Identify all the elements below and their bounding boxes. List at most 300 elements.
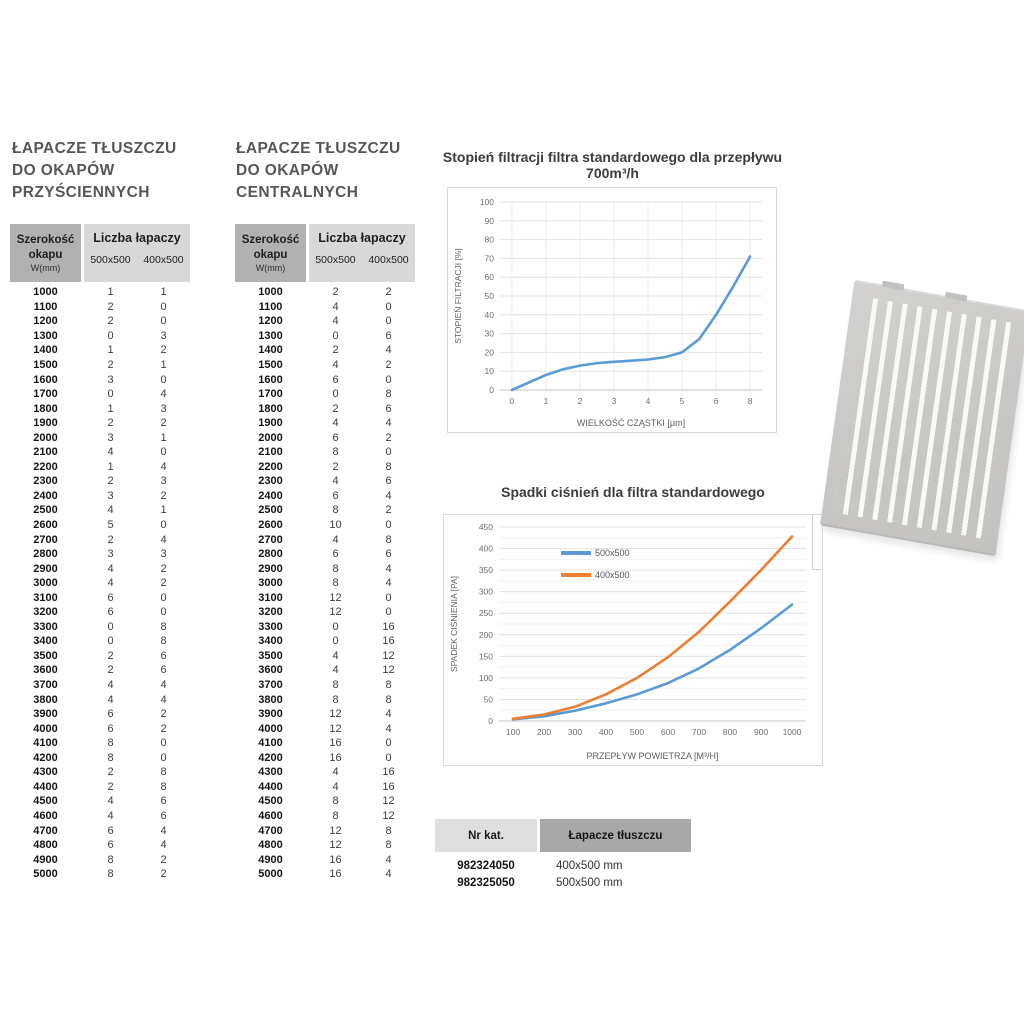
- table-row: [10, 707, 190, 722]
- hood-width-cell: 1100: [33, 300, 58, 313]
- catcher-count-cell: 3: [160, 548, 167, 561]
- catcher-count-cell: 1: [107, 460, 114, 473]
- table-row: [235, 430, 415, 445]
- svg-text:150: 150: [478, 651, 493, 662]
- catcher-count-cell: 8: [385, 679, 392, 692]
- hood-width-cell: 3300: [258, 620, 283, 633]
- catcher-count-header-group: [309, 224, 415, 282]
- catcher-count-cell: 2: [385, 359, 392, 371]
- hood-width-cell: 3700: [33, 679, 58, 692]
- table-row: [10, 300, 190, 315]
- catcher-count-cell: 6: [160, 649, 167, 662]
- catcher-count-cell: 6: [160, 664, 167, 677]
- table-row: [235, 765, 415, 780]
- table-row: [235, 751, 415, 766]
- catcher-count-cell: 0: [332, 620, 339, 633]
- table-row: [10, 634, 190, 649]
- catcher-count-cell: 1: [160, 504, 167, 517]
- table-row: [235, 663, 415, 678]
- baffle-filter-image: [828, 282, 1024, 572]
- catcher-count-cell: 12: [329, 708, 342, 721]
- table-row: [10, 721, 190, 736]
- table-row: [10, 649, 190, 664]
- table-row: [10, 620, 190, 635]
- hood-width-cell: 1400: [258, 344, 283, 357]
- svg-text:1000: 1000: [782, 727, 802, 737]
- table-row: [235, 460, 415, 475]
- catcher-count-cell: 1: [107, 402, 114, 415]
- table-row: [235, 343, 415, 358]
- filter-baffle-slots: [833, 297, 1017, 540]
- catcher-count-cell: 0: [160, 373, 167, 386]
- catalog-number-header: Nr kat.: [435, 819, 537, 852]
- catcher-count-cell: 6: [332, 373, 339, 386]
- central-hoods-title-line1: ŁAPACZE TŁUSZCZU: [236, 140, 401, 157]
- catcher-count-cell: 4: [107, 562, 114, 575]
- width-header-line1: Szerokość: [16, 234, 75, 247]
- catcher-count-cell: 4: [385, 562, 392, 575]
- wall-hoods-title: [12, 138, 227, 204]
- table-row: [235, 721, 415, 736]
- catcher-count-cell: 2: [332, 286, 339, 299]
- catcher-count-cell: 0: [160, 519, 167, 532]
- catcher-count-cell: 4: [160, 679, 167, 692]
- table-row: [235, 605, 415, 620]
- catcher-count-cell: 8: [160, 635, 167, 648]
- catcher-count-cell: 8: [107, 853, 114, 866]
- hood-width-cell: 4300: [33, 766, 58, 779]
- catcher-count-cell: 0: [385, 315, 392, 328]
- width-header-line1: Szerokość: [241, 234, 300, 247]
- width-header-line2: okapu: [28, 248, 63, 261]
- catcher-count-cell: 8: [332, 504, 339, 517]
- width-column-header: [235, 224, 306, 282]
- catcher-count-cell: 4: [385, 344, 392, 357]
- central-hoods-table-body: [235, 285, 415, 881]
- catcher-count-cell: 4: [160, 693, 167, 706]
- table-row: [10, 590, 190, 605]
- table-row: [10, 474, 190, 489]
- width-header-unit: W(mm): [255, 262, 286, 273]
- catcher-count-cell: 8: [107, 751, 114, 764]
- hood-width-cell: 1900: [258, 417, 283, 430]
- hood-width-cell: 2600: [258, 519, 283, 532]
- catcher-count-cell: 4: [160, 388, 167, 401]
- catcher-count-cell: 2: [332, 344, 339, 357]
- catcher-count-cell: 12: [382, 664, 395, 677]
- catalog-table-header: [435, 819, 691, 852]
- hood-width-cell: 1700: [33, 388, 58, 401]
- table-row: [235, 590, 415, 605]
- catcher-count-cell: 0: [385, 446, 392, 459]
- catcher-count-cell: 8: [385, 693, 392, 706]
- catcher-count-cell: 6: [160, 809, 167, 822]
- catcher-count-cell: 0: [160, 606, 167, 619]
- hood-width-cell: 4100: [33, 737, 58, 750]
- catcher-count-cell: 4: [332, 766, 339, 779]
- catcher-count-cell: 0: [332, 635, 339, 648]
- svg-text:900: 900: [753, 727, 769, 737]
- catcher-count-cell: 8: [385, 839, 392, 852]
- catcher-count-cell: 4: [332, 300, 339, 313]
- hood-width-cell: 1300: [258, 329, 283, 342]
- hood-width-cell: 1100: [258, 300, 283, 313]
- svg-text:600: 600: [660, 727, 676, 737]
- catcher-count-cell: 2: [107, 475, 114, 488]
- table-row: [235, 445, 415, 460]
- hood-width-cell: 1500: [33, 359, 58, 371]
- width-column-header: [10, 224, 81, 282]
- catcher-count-cell: 4: [160, 839, 167, 852]
- table-row: [10, 794, 190, 809]
- table-row: [10, 838, 190, 853]
- catcher-count-cell: 2: [107, 766, 114, 779]
- filter-mount-tab: [882, 281, 905, 291]
- hood-width-cell: 4900: [33, 853, 58, 866]
- catcher-count-cell: 8: [385, 533, 392, 546]
- catcher-count-cell: 8: [385, 388, 392, 401]
- catcher-count-cell: 6: [385, 548, 392, 561]
- catcher-count-cell: 16: [382, 620, 395, 633]
- table-row: [235, 532, 415, 547]
- hood-width-cell: 4600: [258, 809, 283, 822]
- catcher-count-cell: 6: [107, 708, 114, 721]
- catcher-count-cell: 0: [160, 300, 167, 313]
- table-row: [10, 532, 190, 547]
- hood-width-cell: 5000: [258, 868, 283, 881]
- catcher-count-cell: 10: [329, 519, 342, 532]
- table-row: [10, 823, 190, 838]
- svg-text:700: 700: [691, 727, 707, 737]
- catcher-count-cell: 4: [107, 679, 114, 692]
- catcher-count-cell: 4: [332, 417, 339, 430]
- table-row: [235, 678, 415, 693]
- hood-width-cell: 4200: [33, 751, 58, 764]
- wall-hoods-table: [10, 224, 190, 881]
- table-row: [235, 387, 415, 402]
- hood-width-cell: 4600: [33, 809, 58, 822]
- catcher-count-cell: 2: [332, 460, 339, 473]
- table-row: [235, 329, 415, 344]
- hood-width-cell: 3000: [33, 577, 58, 590]
- svg-text:50: 50: [484, 291, 494, 301]
- catalog-number-cell: 982324050: [457, 859, 515, 872]
- catcher-count-cell: 2: [160, 853, 167, 866]
- catcher-count-cell: 4: [107, 693, 114, 706]
- size-400x500-header: 400x500: [143, 254, 184, 266]
- central-hoods-table: [235, 224, 415, 881]
- table-row: [235, 620, 415, 635]
- filtration-chart-title: Stopień filtracji filtra standardowego dla przepływu 700m³/h: [442, 149, 783, 181]
- svg-text:400: 400: [478, 543, 493, 554]
- catcher-count-cell: 0: [160, 737, 167, 750]
- svg-text:WIELKOŚĆ CZĄSTKI [μm]: WIELKOŚĆ CZĄSTKI [μm]: [576, 418, 686, 428]
- hood-width-cell: 2900: [258, 562, 283, 575]
- catcher-count-cell: 16: [329, 737, 342, 750]
- hood-width-cell: 4500: [33, 795, 58, 808]
- svg-text:300: 300: [567, 727, 583, 737]
- table-row: [235, 576, 415, 591]
- catcher-count-cell: 4: [332, 475, 339, 488]
- catcher-count-cell: 2: [107, 533, 114, 546]
- filtration-chart: [447, 187, 777, 433]
- catalog-number-cell: 982325050: [457, 876, 515, 889]
- catcher-count-cell: 4: [332, 649, 339, 662]
- table-row: [235, 489, 415, 504]
- svg-text:90: 90: [484, 215, 494, 226]
- catcher-count-cell: 16: [329, 868, 342, 881]
- catcher-count-cell: 8: [332, 446, 339, 459]
- table-row: [10, 678, 190, 693]
- svg-text:400x500: 400x500: [595, 570, 630, 580]
- catcher-count-cell: 12: [329, 591, 342, 604]
- wall-hoods-title-line3: PRZYŚCIENNYCH: [12, 184, 150, 201]
- svg-text:1: 1: [543, 396, 549, 406]
- svg-text:50: 50: [483, 694, 493, 705]
- catcher-count-cell: 2: [332, 402, 339, 415]
- table-row: [10, 387, 190, 402]
- hood-width-cell: 1300: [33, 329, 58, 342]
- table-row: [235, 736, 415, 751]
- central-hoods-table-header: [235, 224, 415, 282]
- table-row: [10, 285, 190, 300]
- svg-text:100: 100: [479, 197, 494, 207]
- hood-width-cell: 4500: [258, 795, 283, 808]
- svg-text:60: 60: [484, 272, 494, 283]
- hood-width-cell: 2700: [258, 533, 283, 546]
- table-row: [235, 503, 415, 518]
- hood-width-cell: 2700: [33, 533, 58, 546]
- table-row: [235, 561, 415, 576]
- catcher-count-cell: 4: [385, 417, 392, 430]
- table-row: [10, 460, 190, 475]
- catcher-count-cell: 6: [332, 548, 339, 561]
- hood-width-cell: 2000: [258, 431, 283, 444]
- table-row: [235, 780, 415, 795]
- catcher-count-cell: 4: [107, 446, 114, 459]
- table-row: [10, 314, 190, 329]
- catcher-count-cell: 2: [160, 868, 167, 881]
- catcher-count-cell: 0: [385, 606, 392, 619]
- catcher-count-cell: 8: [332, 809, 339, 822]
- catcher-count-cell: 4: [385, 577, 392, 590]
- catcher-count-cell: 8: [160, 620, 167, 633]
- central-hoods-title-line3: CENTRALNYCH: [236, 184, 359, 201]
- catcher-count-cell: 4: [107, 795, 114, 808]
- catcher-count-header: Liczba łapaczy: [93, 231, 181, 245]
- catcher-count-cell: 2: [107, 300, 114, 313]
- hood-width-cell: 1000: [33, 286, 58, 299]
- catcher-count-cell: 6: [107, 606, 114, 619]
- catcher-size-cell: 500x500 mm: [556, 876, 623, 889]
- table-row: [10, 852, 190, 867]
- filter-panel: [820, 280, 1024, 557]
- table-row: [235, 300, 415, 315]
- catcher-count-cell: 6: [160, 795, 167, 808]
- table-row: [235, 547, 415, 562]
- catcher-count-cell: 0: [385, 737, 392, 750]
- hood-width-cell: 1200: [33, 315, 58, 328]
- catcher-count-cell: 4: [160, 460, 167, 473]
- hood-width-cell: 1800: [33, 402, 58, 415]
- catcher-count-cell: 2: [160, 344, 167, 357]
- hood-width-cell: 3100: [33, 591, 58, 604]
- catcher-count-cell: 3: [160, 475, 167, 488]
- svg-text:500: 500: [629, 727, 645, 737]
- catcher-count-cell: 4: [160, 824, 167, 837]
- catcher-count-cell: 1: [160, 286, 167, 299]
- catcher-count-cell: 4: [385, 853, 392, 866]
- catcher-count-cell: 6: [107, 824, 114, 837]
- catcher-count-cell: 3: [107, 431, 114, 444]
- catcher-count-cell: 6: [332, 489, 339, 502]
- catcher-count-cell: 2: [385, 504, 392, 517]
- catcher-count-cell: 3: [107, 548, 114, 561]
- table-row: [235, 285, 415, 300]
- hood-width-cell: 4900: [258, 853, 283, 866]
- table-row: [235, 358, 415, 373]
- photo-edge-mark: [812, 514, 821, 570]
- hood-width-cell: 1500: [258, 359, 283, 371]
- catcher-count-cell: 6: [332, 431, 339, 444]
- catcher-count-cell: 8: [160, 780, 167, 793]
- table-row: [10, 780, 190, 795]
- catcher-count-cell: 4: [385, 489, 392, 502]
- catcher-count-cell: 2: [107, 780, 114, 793]
- table-row: [235, 401, 415, 416]
- table-row: [10, 372, 190, 387]
- catcher-count-cell: 5: [107, 519, 114, 532]
- svg-text:3: 3: [611, 396, 617, 406]
- catcher-count-cell: 3: [107, 489, 114, 502]
- catcher-count-cell: 4: [332, 533, 339, 546]
- hood-width-cell: 2800: [33, 548, 58, 561]
- hood-width-cell: 2300: [258, 475, 283, 488]
- hood-width-cell: 1700: [258, 388, 283, 401]
- hood-width-cell: 1000: [258, 286, 283, 299]
- catcher-count-cell: 2: [107, 649, 114, 662]
- wall-hoods-title-line1: ŁAPACZE TŁUSZCZU: [12, 140, 177, 157]
- catcher-count-cell: 2: [385, 431, 392, 444]
- table-row: [235, 852, 415, 867]
- catcher-count-cell: 16: [382, 766, 395, 779]
- table-row: [10, 401, 190, 416]
- pressure-chart-title: Spadki ciśnień dla filtra standardowego: [501, 484, 765, 500]
- hood-width-cell: 2400: [33, 489, 58, 502]
- table-row: [235, 649, 415, 664]
- catcher-count-cell: 16: [382, 780, 395, 793]
- catcher-count-cell: 1: [107, 344, 114, 357]
- catcher-count-cell: 4: [160, 533, 167, 546]
- catcher-count-cell: 2: [160, 489, 167, 502]
- catcher-count-cell: 8: [385, 824, 392, 837]
- catcher-count-cell: 2: [107, 417, 114, 430]
- table-row: [10, 576, 190, 591]
- catcher-count-cell: 0: [107, 635, 114, 648]
- svg-text:0: 0: [489, 385, 494, 395]
- wall-hoods-title-line2: DO OKAPÓW: [12, 162, 115, 179]
- catcher-count-cell: 2: [107, 359, 114, 371]
- hood-width-cell: 3300: [33, 620, 58, 633]
- catcher-count-cell: 0: [160, 751, 167, 764]
- hood-width-cell: 2800: [258, 548, 283, 561]
- catcher-count-cell: 6: [107, 591, 114, 604]
- catcher-count-cell: 3: [160, 402, 167, 415]
- central-hoods-title: [236, 138, 451, 204]
- catcher-count-cell: 6: [107, 839, 114, 852]
- hood-width-cell: 3100: [258, 591, 283, 604]
- catcher-count-cell: 8: [385, 460, 392, 473]
- hood-width-cell: 1800: [258, 402, 283, 415]
- catcher-count-cell: 12: [382, 649, 395, 662]
- catcher-count-cell: 0: [385, 300, 392, 313]
- catcher-count-cell: 12: [329, 722, 342, 735]
- hood-width-cell: 4100: [258, 737, 283, 750]
- svg-text:70: 70: [484, 253, 494, 264]
- hood-width-cell: 3000: [258, 577, 283, 590]
- table-row: [235, 692, 415, 707]
- hood-width-cell: 2500: [33, 504, 58, 517]
- hood-width-cell: 3200: [33, 606, 58, 619]
- catcher-count-cell: 1: [107, 286, 114, 299]
- catalog-table: [435, 819, 691, 891]
- catcher-count-cell: 4: [332, 359, 339, 371]
- svg-text:0: 0: [488, 716, 493, 726]
- catcher-count-cell: 0: [107, 620, 114, 633]
- hood-width-cell: 4800: [33, 839, 58, 852]
- table-row: [235, 372, 415, 387]
- table-row: [10, 663, 190, 678]
- svg-text:8: 8: [747, 396, 753, 406]
- svg-text:2: 2: [577, 396, 583, 406]
- svg-text:100: 100: [478, 672, 493, 683]
- hood-width-cell: 2100: [33, 446, 58, 459]
- catcher-count-cell: 0: [385, 519, 392, 532]
- table-row: [10, 751, 190, 766]
- svg-text:PRZEPŁYW POWIETRZA [M³/H]: PRZEPŁYW POWIETRZA [M³/H]: [586, 751, 719, 761]
- table-row: [235, 823, 415, 838]
- catcher-count-cell: 3: [160, 329, 167, 342]
- wall-hoods-table-header: [10, 224, 190, 282]
- catcher-count-cell: 2: [385, 286, 392, 299]
- width-header-line2: okapu: [253, 248, 288, 261]
- size-500x500-header: 500x500: [315, 254, 356, 266]
- catcher-count-cell: 0: [107, 329, 114, 342]
- catcher-count-cell: 6: [385, 402, 392, 415]
- catcher-count-cell: 4: [385, 868, 392, 881]
- catcher-count-cell: 16: [329, 751, 342, 764]
- catcher-count-cell: 6: [385, 475, 392, 488]
- catalog-row: [435, 857, 691, 874]
- table-row: [10, 329, 190, 344]
- hood-width-cell: 1600: [258, 373, 283, 386]
- hood-width-cell: 3900: [33, 708, 58, 721]
- svg-text:80: 80: [484, 234, 494, 245]
- hood-width-cell: 2400: [258, 489, 283, 502]
- catcher-count-cell: 4: [332, 780, 339, 793]
- table-row: [235, 518, 415, 533]
- table-row: [235, 416, 415, 431]
- svg-text:STOPIEŃ FILTRACJI [%]: STOPIEŃ FILTRACJI [%]: [453, 248, 463, 344]
- hood-width-cell: 4300: [258, 766, 283, 779]
- catcher-count-cell: 12: [382, 809, 395, 822]
- catcher-count-header-group: [84, 224, 190, 282]
- catcher-count-cell: 8: [332, 795, 339, 808]
- hood-width-cell: 3900: [258, 708, 283, 721]
- catcher-count-cell: 8: [107, 737, 114, 750]
- catcher-count-cell: 2: [160, 577, 167, 590]
- table-row: [235, 794, 415, 809]
